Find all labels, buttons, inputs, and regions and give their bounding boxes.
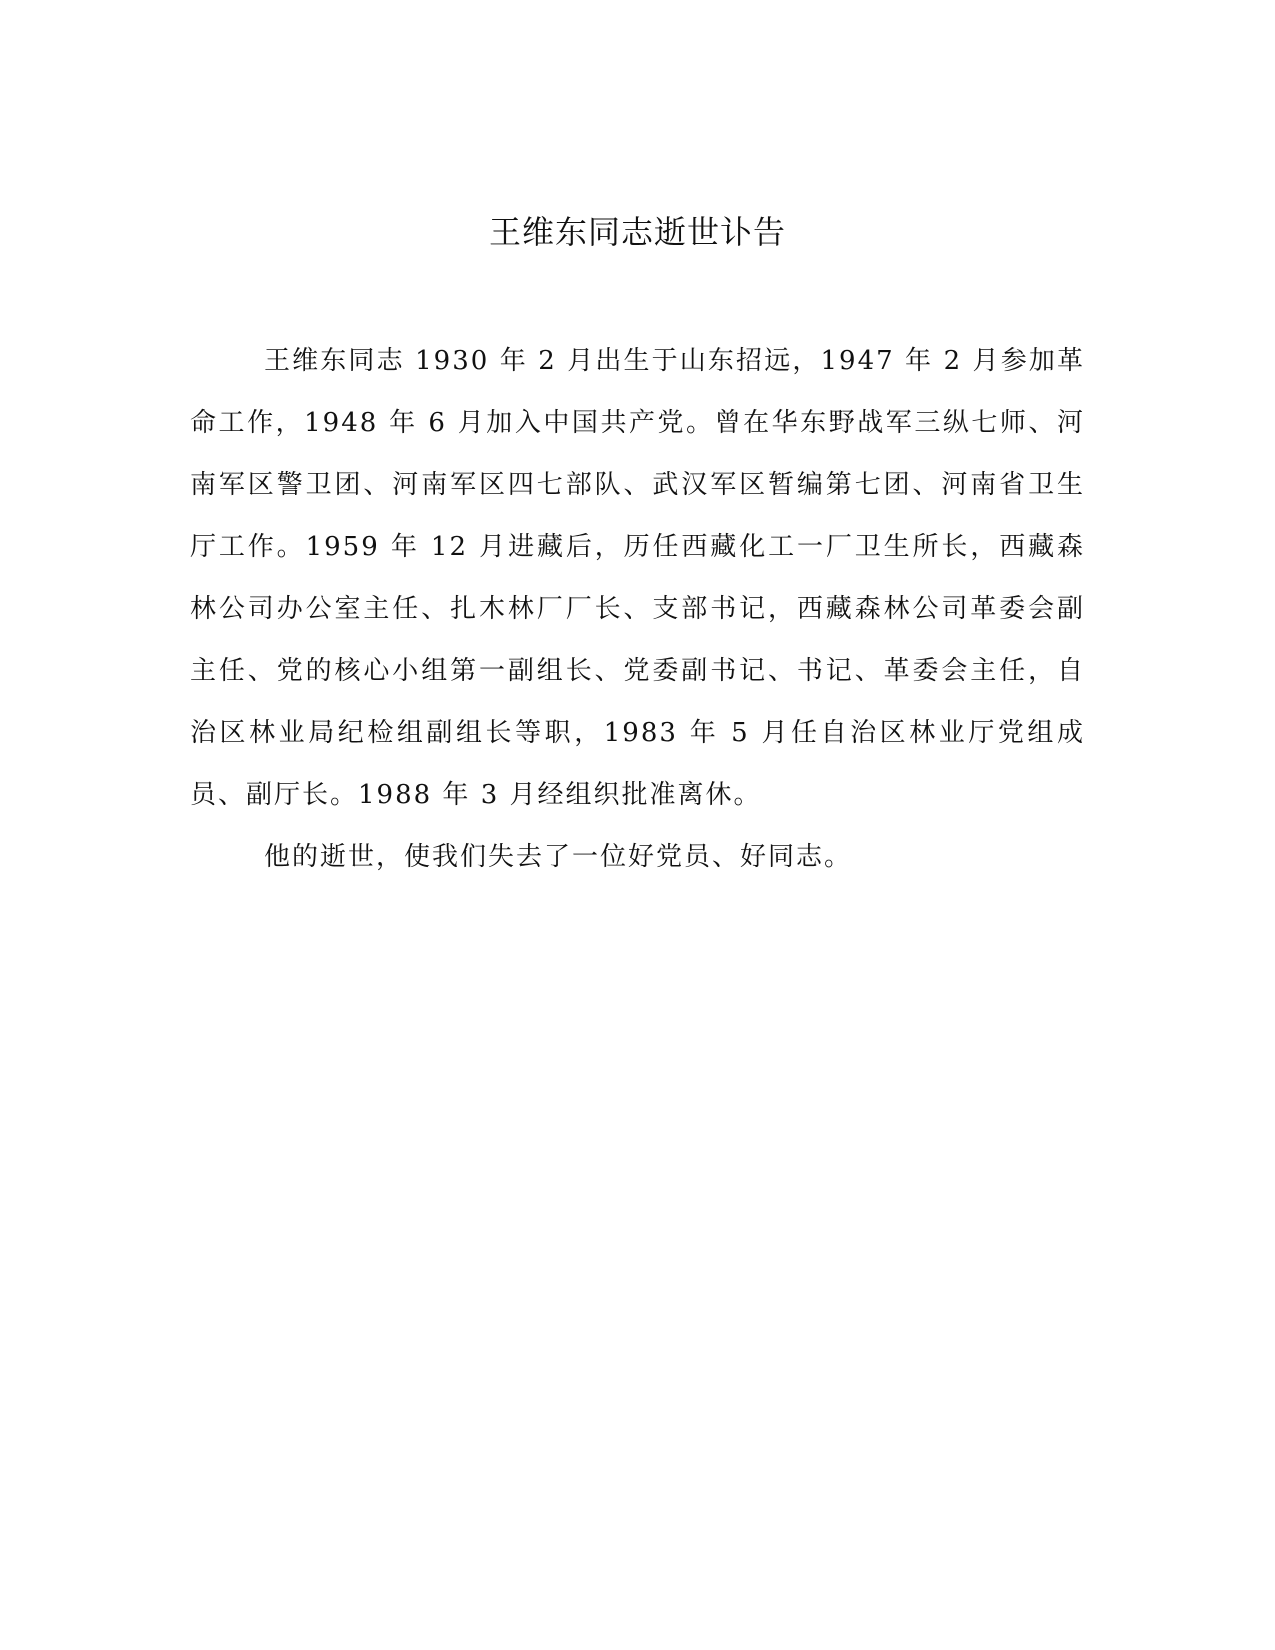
closing-paragraph: 他的逝世，使我们失去了一位好党员、好同志。	[264, 842, 853, 872]
document-title: 王维东同志逝世讣告	[488, 213, 786, 251]
biography-paragraph: 王维东同志 1930 年 2 月出生于山东招远，1947 年 2 月参加革命工作，1948 年 6 月加入中国共产党。曾在华东野战军三纵七师、河南军区警卫团、河南军区四七部队、武汉军区暂编第七团、河南省卫生厅工作。1959 年 12 月进藏后，历任西藏化工一厂卫生所长，西藏森林公司办公室主任、扎木林厂厂长、支部书记，西藏森林公司革委会副主任、党的核心小组第一副组长、党委副书记、书记、革委会主任，自治区林业局纪检组副组长等职，1983 年 5 月任自治区林业厅党组成员、副厅长。1988 年 3 月经组织批准离休。	[190, 346, 1085, 810]
document-body	[190, 330, 1085, 888]
